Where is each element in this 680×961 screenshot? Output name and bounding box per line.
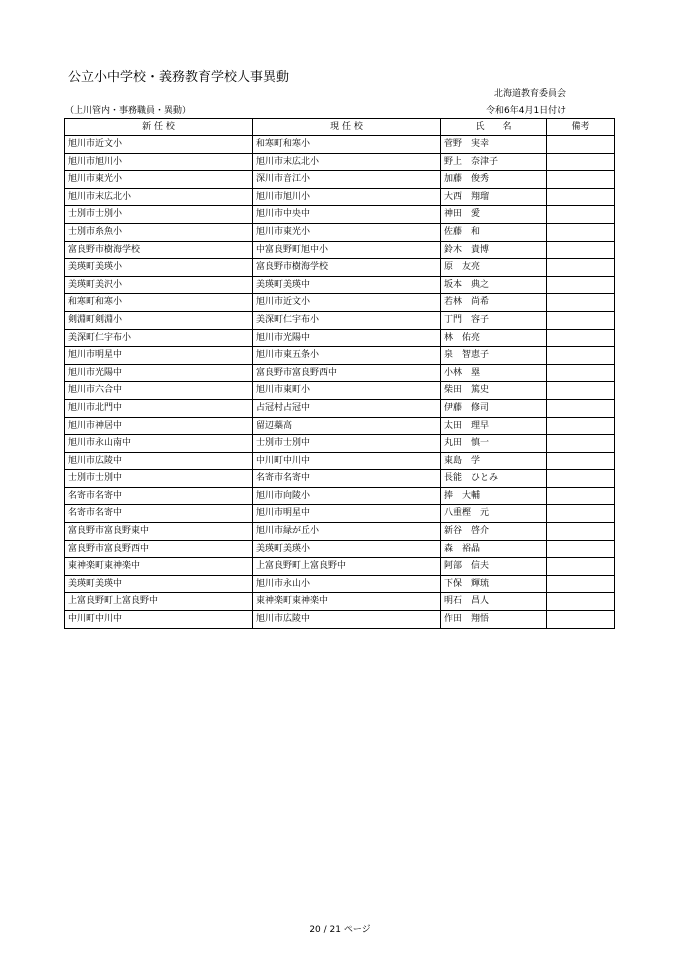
cell-remarks (547, 241, 615, 259)
table-row (65, 523, 615, 541)
cell-remarks (547, 611, 615, 629)
table-row (65, 558, 615, 576)
cell-name: 柴田 篤史 (441, 382, 547, 400)
cell-new-school: 美瑛町美瑛小 (65, 259, 253, 277)
cell-current-school: 富良野市富良野西中 (253, 364, 441, 382)
table-row (65, 540, 615, 558)
cell-remarks (547, 575, 615, 593)
cell-remarks (547, 206, 615, 224)
cell-new-school: 名寄市名寄中 (65, 505, 253, 523)
cell-current-school: 旭川市東五条小 (253, 347, 441, 365)
cell-name: 佐藤 和 (441, 223, 547, 241)
cell-current-school: 旭川市広陵中 (253, 611, 441, 629)
cell-name: 阿部 信夫 (441, 558, 547, 576)
table-row (65, 452, 615, 470)
cell-name: 丸田 慎一 (441, 435, 547, 453)
table-row (65, 171, 615, 189)
cell-remarks (547, 417, 615, 435)
cell-remarks (547, 276, 615, 294)
cell-name: 丁門 容子 (441, 311, 547, 329)
issuer: 北海道教育委員会 (493, 89, 566, 99)
table-header-row (65, 119, 615, 136)
cell-name: 長能 ひとみ (441, 470, 547, 488)
cell-remarks (547, 435, 615, 453)
table-row (65, 470, 615, 488)
cell-current-school: 留辺蘂高 (253, 417, 441, 435)
cell-new-school: 美瑛町美瑛中 (65, 575, 253, 593)
cell-new-school: 富良野市樹海学校 (65, 241, 253, 259)
table-row (65, 399, 615, 417)
table-row (65, 241, 615, 259)
cell-new-school: 士別市士別小 (65, 206, 253, 224)
table-row (65, 259, 615, 277)
table-row (65, 417, 615, 435)
cell-current-school: 旭川市旭川小 (253, 188, 441, 206)
cell-new-school: 中川町中川中 (65, 611, 253, 629)
cell-current-school: 旭川市永山小 (253, 575, 441, 593)
cell-current-school: 美瑛町美瑛小 (253, 540, 441, 558)
table-row (65, 294, 615, 312)
cell-remarks (547, 399, 615, 417)
table-row (65, 505, 615, 523)
cell-name: 捧 大輔 (441, 487, 547, 505)
cell-new-school: 旭川市北門中 (65, 399, 253, 417)
cell-new-school: 旭川市旭川小 (65, 153, 253, 171)
cell-new-school: 美瑛町美沢小 (65, 276, 253, 294)
cell-new-school: 旭川市近文小 (65, 136, 253, 154)
cell-new-school: 旭川市明星中 (65, 347, 253, 365)
table-row (65, 276, 615, 294)
cell-current-school: 旭川市東光小 (253, 223, 441, 241)
cell-current-school: 名寄市名寄中 (253, 470, 441, 488)
cell-new-school: 東神楽町東神楽中 (65, 558, 253, 576)
cell-new-school: 富良野市富良野東中 (65, 523, 253, 541)
document-title: 公立小中学校・義務教育学校人事異動 (68, 70, 290, 85)
header-name: 氏 名 (441, 119, 547, 136)
table-row (65, 487, 615, 505)
cell-name: 坂本 典之 (441, 276, 547, 294)
table-row (65, 435, 615, 453)
table-row (65, 364, 615, 382)
cell-remarks (547, 223, 615, 241)
cell-current-school: 和寒町和寒小 (253, 136, 441, 154)
cell-name: 小林 塁 (441, 364, 547, 382)
cell-name: 加藤 俊秀 (441, 171, 547, 189)
table-row (65, 188, 615, 206)
cell-name: 神田 愛 (441, 206, 547, 224)
cell-name: 原 友亮 (441, 259, 547, 277)
cell-name: 野上 奈津子 (441, 153, 547, 171)
cell-current-school: 深川市音江小 (253, 171, 441, 189)
cell-new-school: 和寒町和寒小 (65, 294, 253, 312)
cell-current-school: 旭川市近文小 (253, 294, 441, 312)
cell-new-school: 富良野市富良野西中 (65, 540, 253, 558)
cell-remarks (547, 259, 615, 277)
cell-name: 伊藤 修司 (441, 399, 547, 417)
cell-name: 菅野 実幸 (441, 136, 547, 154)
cell-new-school: 旭川市東光小 (65, 171, 253, 189)
cell-current-school: 占冠村占冠中 (253, 399, 441, 417)
effective-date: 令和6年4月1日付け (486, 106, 567, 116)
cell-name: 新谷 啓介 (441, 523, 547, 541)
cell-remarks (547, 505, 615, 523)
cell-current-school: 美深町仁宇布小 (253, 311, 441, 329)
personnel-table (64, 118, 615, 629)
cell-name: 林 佑亮 (441, 329, 547, 347)
cell-remarks (547, 311, 615, 329)
cell-new-school: 士別市士別中 (65, 470, 253, 488)
cell-current-school: 中富良野町旭中小 (253, 241, 441, 259)
cell-new-school: 名寄市名寄中 (65, 487, 253, 505)
cell-remarks (547, 452, 615, 470)
table-row (65, 136, 615, 154)
cell-name: 大西 翔瑠 (441, 188, 547, 206)
cell-current-school: 中川町中川中 (253, 452, 441, 470)
cell-name: 明石 昌人 (441, 593, 547, 611)
cell-new-school: 旭川市光陽中 (65, 364, 253, 382)
cell-new-school: 旭川市末広北小 (65, 188, 253, 206)
header-new-school: 新 任 校 (65, 119, 253, 136)
cell-current-school: 旭川市末広北小 (253, 153, 441, 171)
table-row (65, 611, 615, 629)
cell-remarks (547, 523, 615, 541)
cell-name: 泉 智恵子 (441, 347, 547, 365)
cell-name: 東島 学 (441, 452, 547, 470)
table-row (65, 347, 615, 365)
cell-remarks (547, 188, 615, 206)
cell-remarks (547, 347, 615, 365)
cell-remarks (547, 364, 615, 382)
cell-remarks (547, 487, 615, 505)
department-note: （上川管内・事務職員・異動） (65, 106, 192, 116)
header-remarks: 備考 (547, 119, 615, 136)
table-row (65, 575, 615, 593)
cell-current-school: 富良野市樹海学校 (253, 259, 441, 277)
cell-name: 鈴木 貴博 (441, 241, 547, 259)
cell-new-school: 美深町仁宇布小 (65, 329, 253, 347)
cell-remarks (547, 153, 615, 171)
cell-remarks (547, 294, 615, 312)
cell-new-school: 剣淵町剣淵小 (65, 311, 253, 329)
table-row (65, 223, 615, 241)
cell-current-school: 旭川市東町小 (253, 382, 441, 400)
cell-current-school: 旭川市緑が丘小 (253, 523, 441, 541)
cell-name: 下保 輝琉 (441, 575, 547, 593)
cell-current-school: 上富良野町上富良野中 (253, 558, 441, 576)
cell-current-school: 美瑛町美瑛中 (253, 276, 441, 294)
table-row (65, 311, 615, 329)
cell-current-school: 旭川市向陵小 (253, 487, 441, 505)
table-row (65, 329, 615, 347)
cell-new-school: 上富良野町上富良野中 (65, 593, 253, 611)
cell-new-school: 旭川市永山南中 (65, 435, 253, 453)
cell-remarks (547, 171, 615, 189)
table-row (65, 382, 615, 400)
cell-current-school: 旭川市光陽中 (253, 329, 441, 347)
cell-name: 森 裕晶 (441, 540, 547, 558)
table-row (65, 593, 615, 611)
cell-new-school: 士別市糸魚小 (65, 223, 253, 241)
cell-name: 八重樫 元 (441, 505, 547, 523)
cell-remarks (547, 329, 615, 347)
cell-remarks (547, 540, 615, 558)
cell-current-school: 東神楽町東神楽中 (253, 593, 441, 611)
cell-current-school: 旭川市中央中 (253, 206, 441, 224)
cell-name: 若林 尚希 (441, 294, 547, 312)
table-row (65, 153, 615, 171)
cell-new-school: 旭川市広陵中 (65, 452, 253, 470)
header-current-school: 現 任 校 (253, 119, 441, 136)
cell-name: 太田 理早 (441, 417, 547, 435)
cell-remarks (547, 136, 615, 154)
cell-remarks (547, 382, 615, 400)
cell-name: 作田 翔悟 (441, 611, 547, 629)
cell-current-school: 士別市士別中 (253, 435, 441, 453)
table-row (65, 206, 615, 224)
cell-new-school: 旭川市六合中 (65, 382, 253, 400)
cell-remarks (547, 558, 615, 576)
page-number: 20 / 21 ページ (309, 925, 371, 935)
cell-new-school: 旭川市神居中 (65, 417, 253, 435)
cell-remarks (547, 593, 615, 611)
cell-remarks (547, 470, 615, 488)
cell-current-school: 旭川市明星中 (253, 505, 441, 523)
